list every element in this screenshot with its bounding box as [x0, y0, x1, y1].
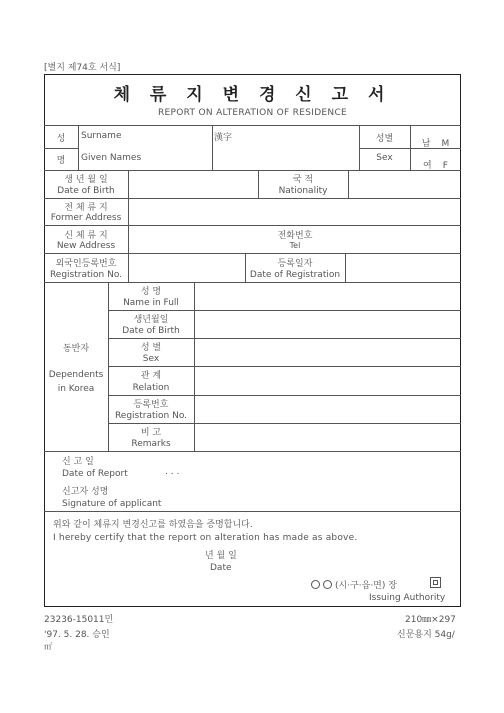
regdate-label-ko: 등록일자	[277, 259, 313, 269]
tel-label-en: Tel	[289, 241, 301, 250]
report-date-field[interactable]: . . .	[165, 467, 180, 477]
seal-icon	[430, 577, 441, 588]
dependents-label-ko: 동반자	[62, 344, 90, 354]
new-address-field[interactable]	[129, 226, 460, 252]
sex-label-en: Sex	[376, 153, 393, 163]
form-title-ko: 체 류 지 변 경 신 고 서	[113, 85, 392, 105]
dep-sex-label-ko: 성 별	[140, 343, 162, 353]
given-names-field[interactable]	[78, 149, 211, 169]
authority-ko: (시·구·읍·면) 장	[335, 581, 397, 591]
line-under-report	[44, 511, 461, 512]
footer-unit: ㎡	[44, 642, 52, 651]
dep-relation-label-ko: 관 계	[140, 371, 162, 381]
former-address-field[interactable]	[129, 199, 460, 224]
regno-field[interactable]	[129, 254, 244, 281]
nationality-label-ko: 국 적	[292, 175, 314, 185]
certification-text-en: I hereby certify that the report on alteration has made as above.	[53, 533, 358, 543]
given-names-label-en: Given Names	[81, 153, 142, 163]
male-ko: 남	[421, 139, 431, 149]
former-address-label-en: Former Address	[50, 213, 122, 223]
sex-option-female[interactable]	[410, 153, 461, 172]
dep-name-field[interactable]	[195, 283, 460, 309]
regdate-label-en: Date of Registration	[249, 270, 341, 280]
report-date-label-ko: 신 고 일	[62, 457, 94, 467]
dependents-label-en-2: in Korea	[57, 384, 95, 394]
certification-date-en: Date	[210, 563, 232, 573]
new-address-label-en: New Address	[56, 241, 116, 251]
regdate-field[interactable]	[346, 254, 460, 281]
dob-label-ko: 생 년 월 일	[64, 175, 108, 185]
dep-name-label-ko: 성 명	[140, 287, 162, 297]
issuing-authority-line	[311, 578, 397, 591]
certification-date-ko: 년 월 일	[205, 551, 237, 561]
dob-label-en: Date of Birth	[57, 186, 115, 196]
report-date-label-en: Date of Report	[62, 469, 128, 479]
applicant-label-en: Signature of applicant	[62, 499, 162, 509]
dep-sex-label-en: Sex	[142, 354, 160, 364]
blank-circle-icon	[311, 580, 320, 589]
certification-text-ko: 위와 같이 체류지 변경신고를 하였음을 증명합니다.	[53, 520, 253, 530]
new-address-label-ko: 신 체 류 지	[64, 231, 108, 241]
nationality-label-en: Nationality	[278, 186, 328, 196]
applicant-label-ko: 신고자 성명	[62, 487, 109, 497]
hanja-label: 漢字	[214, 133, 233, 143]
regno-label-ko: 외국인등록번호	[55, 259, 117, 269]
dep-remarks-label-ko: 비 고	[140, 428, 162, 438]
nationality-field[interactable]	[349, 171, 460, 197]
sex-label-ko: 성별	[375, 134, 394, 144]
dep-dob-label-en: Date of Birth	[122, 326, 180, 336]
dep-regno-field[interactable]	[195, 396, 460, 422]
hanja-field[interactable]	[213, 140, 358, 169]
dep-remarks-label-en: Remarks	[131, 439, 171, 449]
line-surname-ko	[44, 148, 78, 149]
female-en: F	[442, 161, 448, 171]
footer-size: 210㎜×297	[405, 615, 456, 625]
surname-label-ko: 성	[56, 134, 66, 144]
form-title-en: REPORT ON ALTERATION OF RESIDENCE	[157, 108, 348, 118]
sex-option-male[interactable]	[410, 131, 461, 150]
footer-code: 23236-15011민	[44, 615, 114, 625]
footer-approval: '97. 5. 28. 승인	[44, 630, 110, 640]
dep-sex-field[interactable]	[195, 339, 460, 365]
former-address-label-ko: 전 체 류 지	[64, 203, 108, 213]
line-under-dependents	[44, 451, 461, 452]
dep-regno-label-en: Registration No.	[114, 411, 188, 421]
surname-label-en: Surname	[81, 131, 122, 141]
footer-paper: 신문용지 54g/	[397, 630, 455, 640]
female-ko: 여	[423, 161, 432, 171]
tel-label-ko: 전화번호	[277, 231, 313, 241]
dependents-label-en-1: Dependents	[48, 370, 104, 380]
regno-label-en: Registration No.	[49, 270, 123, 280]
dep-dob-label-ko: 생년월일	[133, 315, 169, 325]
given-names-label-ko: 명	[56, 156, 66, 166]
surname-field[interactable]	[78, 126, 211, 147]
dep-remarks-field[interactable]	[195, 424, 460, 450]
dep-name-label-en: Name in Full	[123, 298, 179, 308]
form-tag: [별지 제74호 서식]	[44, 63, 121, 73]
dep-regno-label-ko: 등록번호	[133, 400, 169, 410]
dep-relation-field[interactable]	[195, 367, 460, 394]
issuing-authority-en: Issuing Authority	[369, 593, 446, 603]
applicant-signature-field[interactable]	[175, 483, 455, 508]
dob-field[interactable]	[129, 171, 257, 197]
blank-circle-icon	[323, 580, 332, 589]
dep-relation-label-en: Relation	[132, 383, 170, 393]
dep-dob-field[interactable]	[195, 311, 460, 337]
male-en: M	[441, 139, 450, 149]
